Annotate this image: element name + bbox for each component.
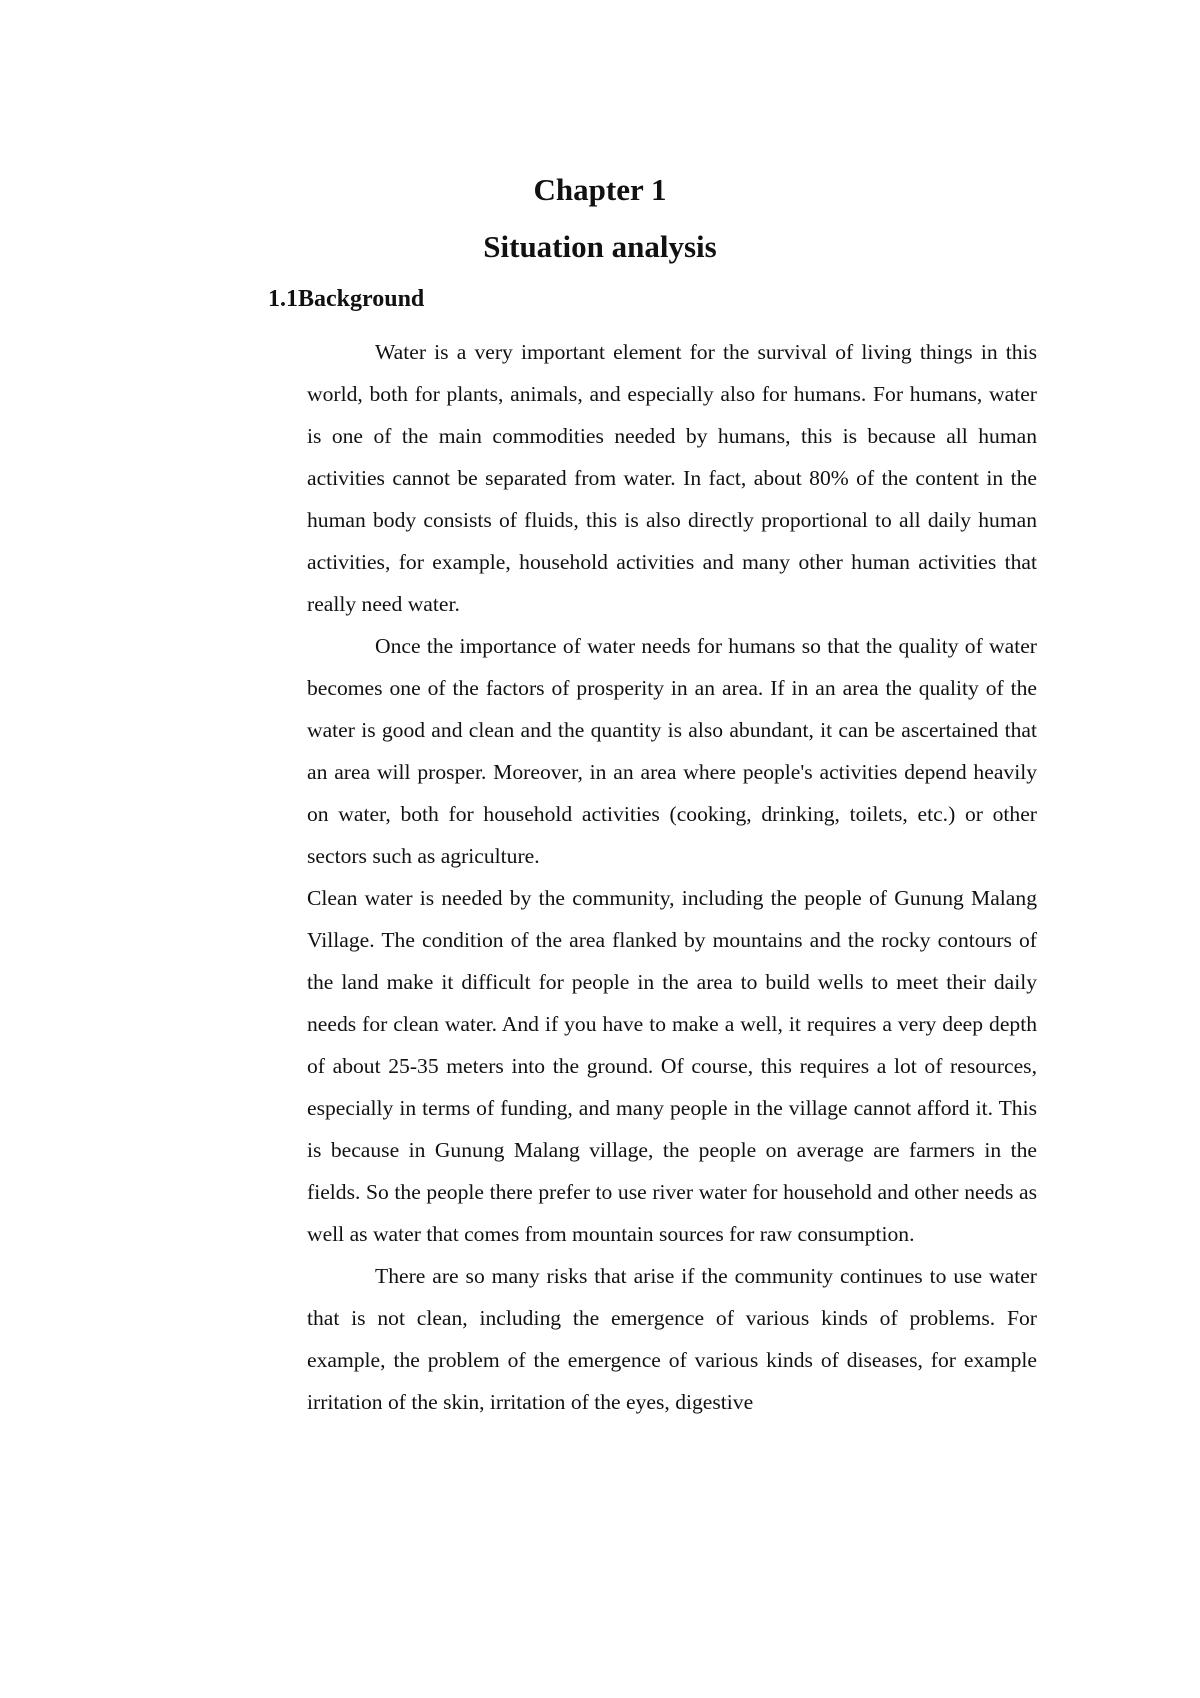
chapter-subtitle: Situation analysis [483, 229, 717, 264]
paragraph: Water is a very important element for the survival of living things in this world, both for plants, animals, and especially also for humans. For humans, water is one of the main commodities needed by humans, this is because all human activities cannot be separated from water. In fact, about 80% of the content in the human body consists of fluids, this is also directly proportional to all daily human activities, for example, household activities and many other human activities that really need water. [307, 340, 1037, 616]
section-heading: 1.1Background [268, 286, 425, 312]
body-text [307, 331, 1037, 1423]
paragraph: Once the importance of water needs for humans so that the quality of water becomes one of the factors of prosperity in an area. If in an area the quality of the water is good and clean and the quantity is also abundant, it can be ascertained that an area will prosper. Moreover, in an area where people's activities depend heavily on water, both for household activities (cooking, drinking, toilets, etc.) or other sectors such as agriculture. [307, 634, 1037, 868]
paragraph: Clean water is needed by the community, including the people of Gunung Malang Village. The condition of the area flanked by mountains and the rocky contours of the land make it difficult for people in the area to build wells to meet their daily needs for clean water. And if you have to make a well, it requires a very deep depth of about 25-35 meters into the ground. Of course, this requires a lot of resources, especially in terms of funding, and many people in the village cannot afford it. This is because in Gunung Malang village, the people on average are farmers in the fields. So the people there prefer to use river water for household and other needs as well as water that comes from mountain sources for raw consumption. [307, 886, 1037, 1246]
paragraph: There are so many risks that arise if the community continues to use water that is not clean, including the emergence of various kinds of problems. For example, the problem of the emergence of various kinds of diseases, for example irritation of the skin, irritation of the eyes, digestive [307, 1264, 1037, 1414]
chapter-title: Chapter 1 [533, 172, 667, 207]
